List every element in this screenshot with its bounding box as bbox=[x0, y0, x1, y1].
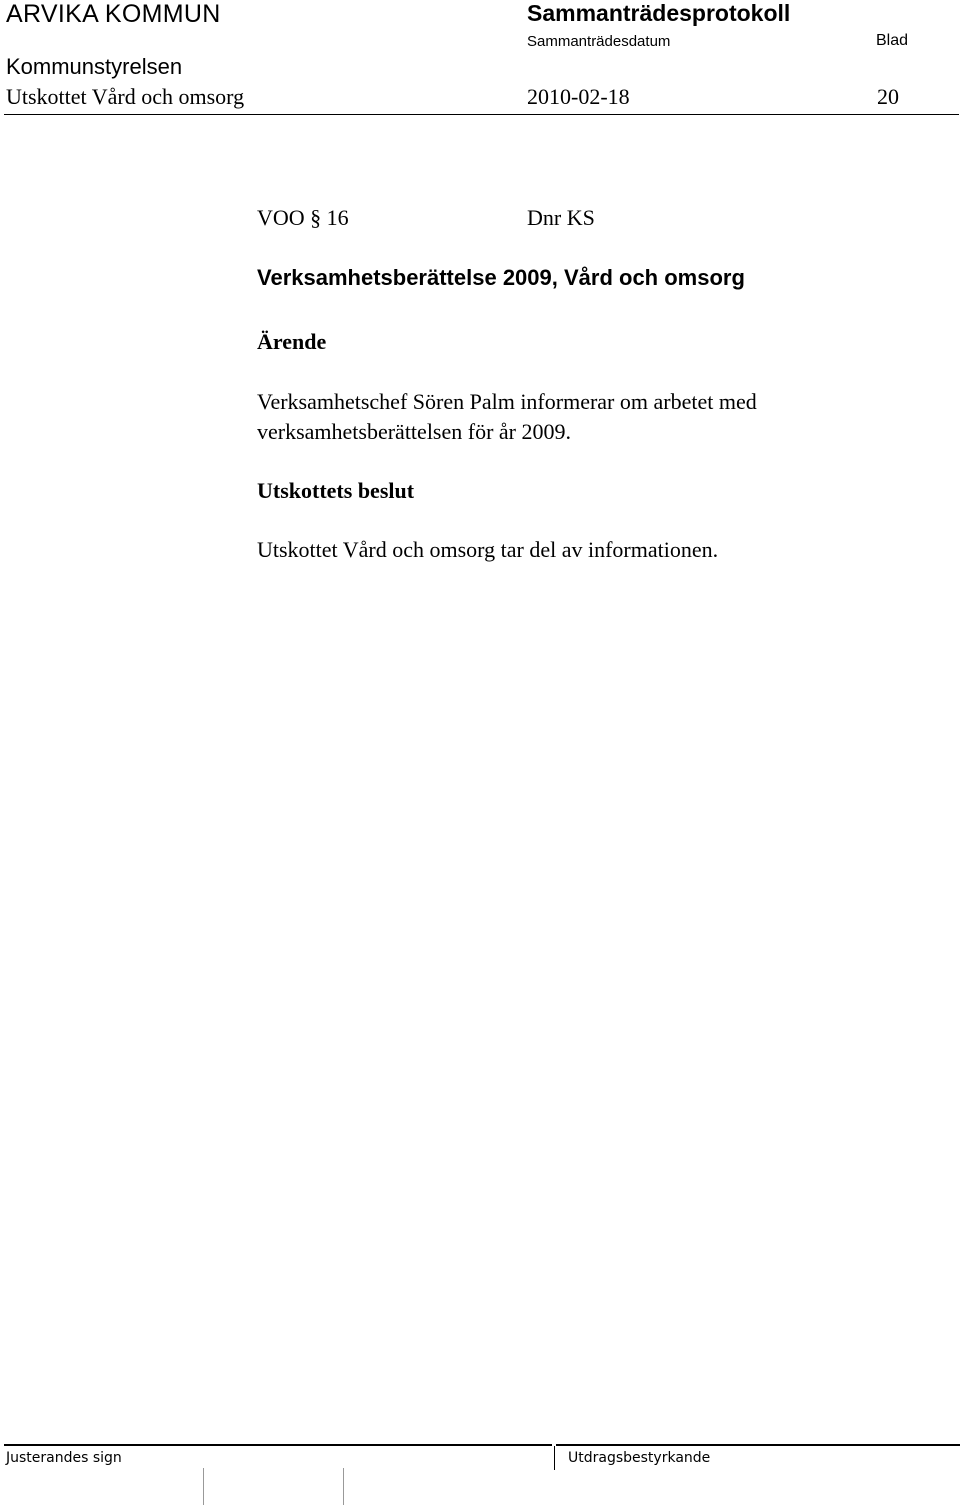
decision-text: Utskottet Vård och omsorg tar del av informationen. bbox=[257, 537, 719, 562]
footer-divider-left bbox=[4, 1444, 552, 1446]
item-title: Verksamhetsberättelse 2009, Vård och omsorg bbox=[257, 265, 745, 290]
footer-divider-right bbox=[556, 1444, 960, 1446]
decision-heading: Utskottets beslut bbox=[257, 478, 415, 503]
meeting-date-label: Sammanträdesdatum bbox=[527, 33, 671, 50]
meeting-date: 2010-02-18 bbox=[527, 84, 630, 109]
signature-box-divider bbox=[343, 1468, 344, 1505]
footer-column-separator bbox=[554, 1446, 555, 1470]
subcommittee-name: Utskottet Vård och omsorg bbox=[6, 84, 245, 109]
extract-certification-label: Utdragsbestyrkande bbox=[568, 1450, 711, 1466]
registration-number: Dnr KS bbox=[527, 205, 595, 230]
organization-name: ARVIKA KOMMUN bbox=[6, 0, 221, 28]
matter-text-line-1: Verksamhetschef Sören Palm informerar om arbetet med bbox=[257, 389, 757, 414]
sheet-number: 20 bbox=[877, 84, 899, 109]
sheet-label: Blad bbox=[876, 32, 909, 49]
committee-name: Kommunstyrelsen bbox=[6, 54, 183, 79]
paragraph-number: VOO § 16 bbox=[257, 205, 349, 230]
signature-box-divider bbox=[203, 1468, 204, 1505]
matter-text-line-2: verksamhetsberättelsen för år 2009. bbox=[257, 419, 571, 444]
document-title: Sammanträdesprotokoll bbox=[527, 0, 791, 26]
matter-heading: Ärende bbox=[257, 329, 327, 354]
signature-label: Justerandes sign bbox=[6, 1450, 122, 1466]
header-divider bbox=[4, 114, 959, 115]
